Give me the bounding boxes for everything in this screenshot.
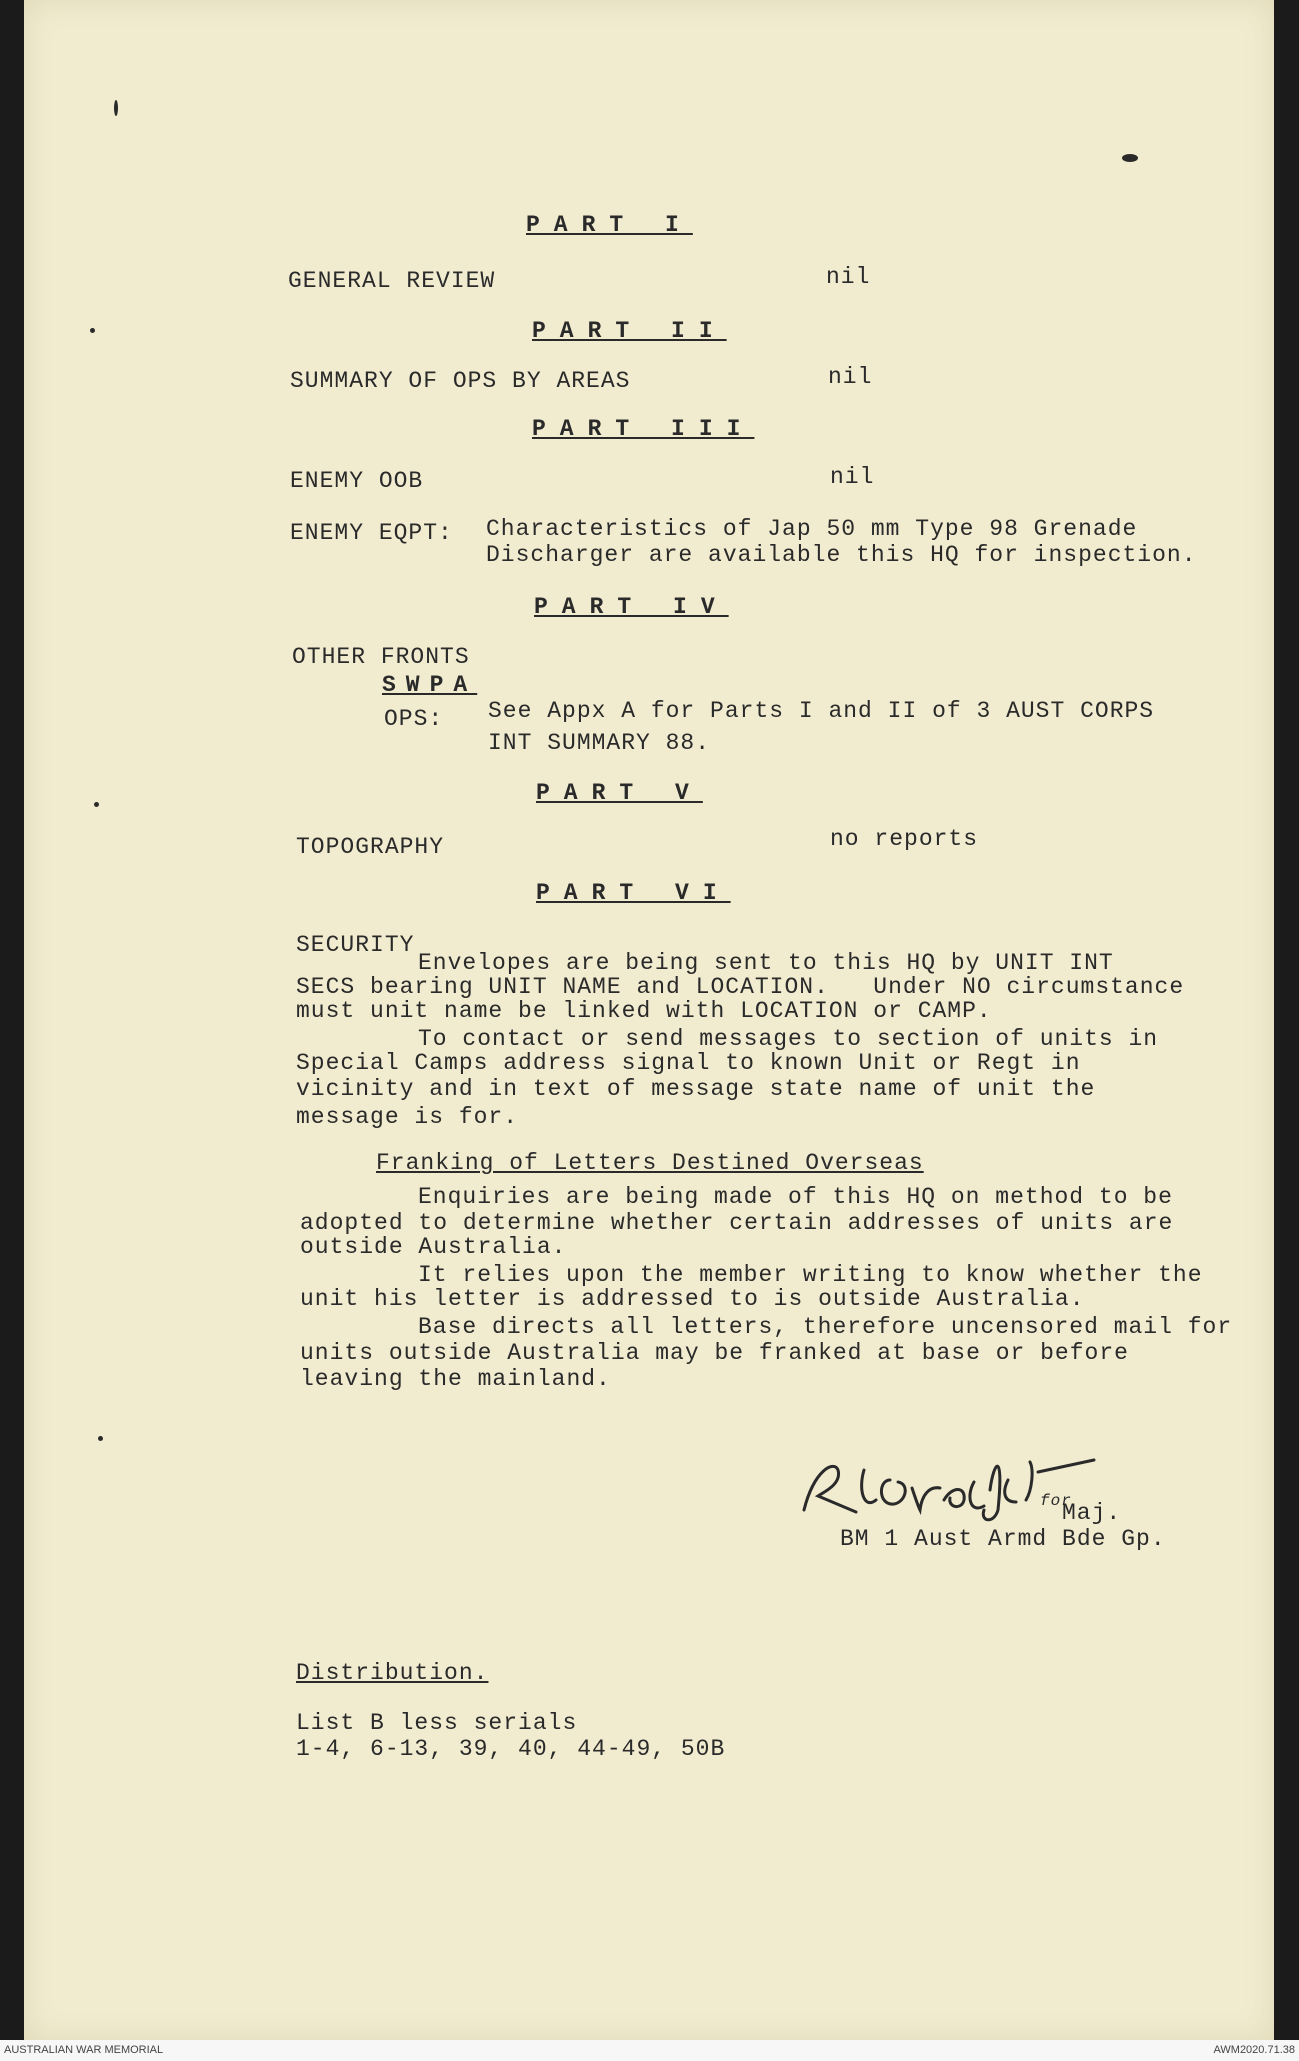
part1-heading: PART I (526, 212, 693, 238)
enemy-eqpt-line: Characteristics of Jap 50 mm Type 98 Grenade (486, 516, 1138, 542)
part2-heading: PART II (532, 318, 727, 344)
distribution-heading: Distribution. (296, 1660, 489, 1686)
franking-line: unit his letter is addressed to is outside Australia. (300, 1286, 1085, 1312)
margin-mark (94, 802, 99, 807)
margin-mark (98, 1436, 103, 1441)
signature-rank: Maj. (1062, 1500, 1122, 1526)
handwritten-signature (794, 1440, 1234, 1530)
footer-left-label: AUSTRALIAN WAR MEMORIAL (4, 2044, 164, 2056)
franking-line: It relies upon the member writing to know whether the (418, 1262, 1203, 1288)
enemy-eqpt-label: ENEMY EQPT: (290, 520, 453, 546)
security-line: To contact or send messages to section of units in (418, 1026, 1159, 1052)
signature-title: BM 1 Aust Armd Bde Gp. (840, 1526, 1166, 1552)
other-fronts-label: OTHER FRONTS (292, 644, 470, 670)
security-line: SECS bearing UNIT NAME and LOCATION. Under NO circumstance (296, 974, 1185, 1000)
margin-mark (90, 328, 95, 333)
general-review-label: GENERAL REVIEW (288, 268, 496, 294)
enemy-oob-value: nil (830, 464, 875, 490)
enemy-oob-label: ENEMY OOB (290, 468, 424, 494)
ops-label: OPS: (384, 706, 444, 732)
general-review-value: nil (826, 264, 871, 290)
security-line: Envelopes are being sent to this HQ by UNIT INT (418, 950, 1114, 976)
signature-for: for (1040, 1492, 1072, 1510)
franking-line: units outside Australia may be franked at base or before (300, 1340, 1129, 1366)
summary-ops-label: SUMMARY OF OPS BY AREAS (290, 368, 631, 394)
swpa-heading: SWPA (382, 672, 478, 698)
margin-mark (1122, 154, 1138, 162)
franking-line: Base directs all letters, therefore uncensored mail for (418, 1314, 1233, 1340)
security-line: vicinity and in text of message state name of unit the (296, 1076, 1096, 1102)
franking-line: adopted to determine whether certain addresses of units are (300, 1210, 1174, 1236)
franking-heading: Franking of Letters Destined Overseas (376, 1150, 924, 1176)
security-line: message is for. (296, 1104, 519, 1130)
part5-heading: PART V (536, 780, 703, 806)
security-line: must unit name be linked with LOCATION or CAMP. (296, 998, 992, 1024)
franking-line: leaving the mainland. (300, 1366, 611, 1392)
franking-line: outside Australia. (300, 1234, 567, 1260)
topography-label: TOPOGRAPHY (296, 834, 445, 860)
security-label: SECURITY (296, 932, 415, 958)
ops-line: See Appx A for Parts I and II of 3 AUST CORPS (488, 698, 1155, 724)
archive-footer (0, 2040, 1299, 2061)
summary-ops-value: nil (828, 364, 873, 390)
margin-mark (114, 100, 118, 116)
footer-right-label: AWM2020.71.38 (1213, 2044, 1295, 2056)
franking-line: Enquiries are being made of this HQ on method to be (418, 1184, 1173, 1210)
document-page (24, 0, 1274, 2040)
part6-heading: PART VI (536, 880, 731, 906)
enemy-eqpt-line: Discharger are available this HQ for inspection. (486, 542, 1197, 568)
distribution-line: 1-4, 6-13, 39, 40, 44-49, 50B (296, 1736, 726, 1762)
security-line: Special Camps address signal to known Unit or Regt in (296, 1050, 1081, 1076)
part3-heading: PART III (532, 416, 755, 442)
ops-line: INT SUMMARY 88. (488, 730, 711, 756)
topography-value: no reports (830, 826, 979, 852)
distribution-line: List B less serials (296, 1710, 578, 1736)
part4-heading: PART IV (534, 594, 729, 620)
